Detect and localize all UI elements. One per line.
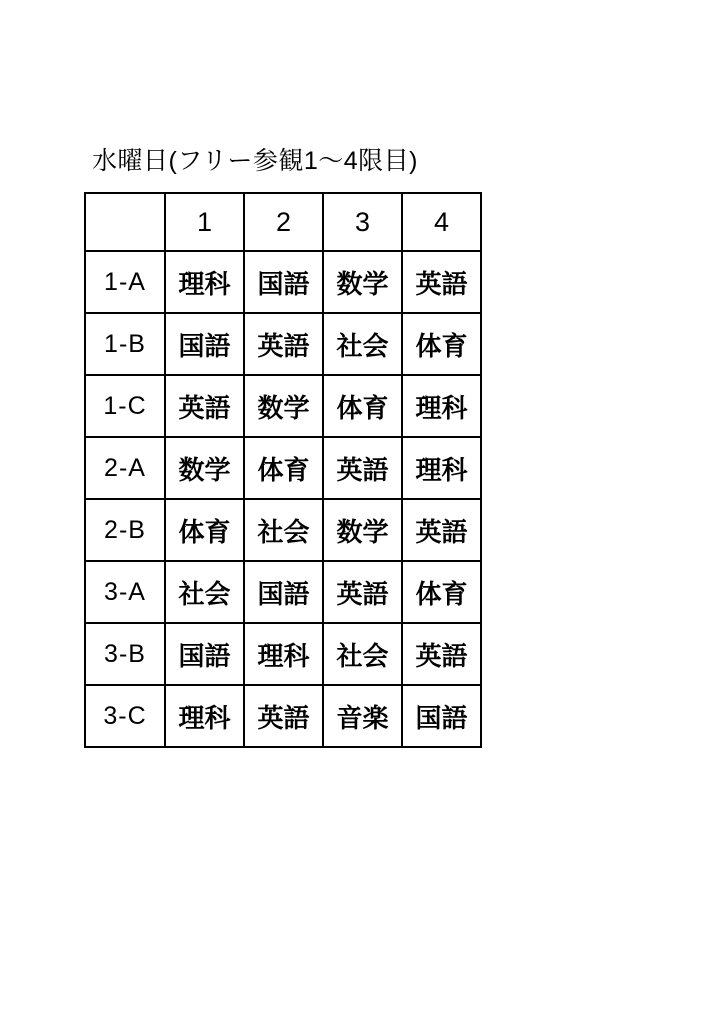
- header-row: [85, 193, 481, 251]
- page-title: 水曜日(フリー参観1～4限目): [92, 147, 418, 175]
- subject-cell: 英語: [244, 685, 323, 747]
- subject-cell: 英語: [402, 499, 481, 561]
- class-label: 2-A: [85, 437, 165, 499]
- subject-cell: 英語: [323, 437, 402, 499]
- subject-cell: 国語: [165, 313, 244, 375]
- table-row: [85, 251, 481, 313]
- subject-cell: 国語: [244, 251, 323, 313]
- subject-cell: 社会: [244, 499, 323, 561]
- subject-cell: 国語: [165, 623, 244, 685]
- class-label: 3-A: [85, 561, 165, 623]
- subject-cell: 体育: [244, 437, 323, 499]
- subject-cell: 理科: [244, 623, 323, 685]
- period-header-3: 3: [323, 193, 402, 251]
- subject-cell: 数学: [323, 251, 402, 313]
- table-row: [85, 685, 481, 747]
- class-label: 1-C: [85, 375, 165, 437]
- class-label: 1-B: [85, 313, 165, 375]
- subject-cell: 国語: [244, 561, 323, 623]
- class-label: 1-A: [85, 251, 165, 313]
- table-row: [85, 375, 481, 437]
- subject-cell: 理科: [165, 251, 244, 313]
- period-header-4: 4: [402, 193, 481, 251]
- timetable: [84, 192, 482, 748]
- subject-cell: 英語: [402, 251, 481, 313]
- subject-cell: 数学: [165, 437, 244, 499]
- subject-cell: 社会: [323, 623, 402, 685]
- subject-cell: 英語: [402, 623, 481, 685]
- table-row: [85, 561, 481, 623]
- subject-cell: 国語: [402, 685, 481, 747]
- subject-cell: 音楽: [323, 685, 402, 747]
- corner-cell: [85, 193, 165, 251]
- subject-cell: 体育: [402, 313, 481, 375]
- period-header-2: 2: [244, 193, 323, 251]
- period-header-1: 1: [165, 193, 244, 251]
- subject-cell: 理科: [402, 375, 481, 437]
- subject-cell: 体育: [165, 499, 244, 561]
- subject-cell: 数学: [244, 375, 323, 437]
- table-row: [85, 313, 481, 375]
- table-row: [85, 499, 481, 561]
- subject-cell: 社会: [323, 313, 402, 375]
- class-label: 2-B: [85, 499, 165, 561]
- subject-cell: 体育: [402, 561, 481, 623]
- subject-cell: 数学: [323, 499, 402, 561]
- table-row: [85, 623, 481, 685]
- class-label: 3-C: [85, 685, 165, 747]
- subject-cell: 理科: [402, 437, 481, 499]
- subject-cell: 英語: [323, 561, 402, 623]
- subject-cell: 英語: [165, 375, 244, 437]
- subject-cell: 理科: [165, 685, 244, 747]
- subject-cell: 社会: [165, 561, 244, 623]
- subject-cell: 体育: [323, 375, 402, 437]
- class-label: 3-B: [85, 623, 165, 685]
- subject-cell: 英語: [244, 313, 323, 375]
- table-row: [85, 437, 481, 499]
